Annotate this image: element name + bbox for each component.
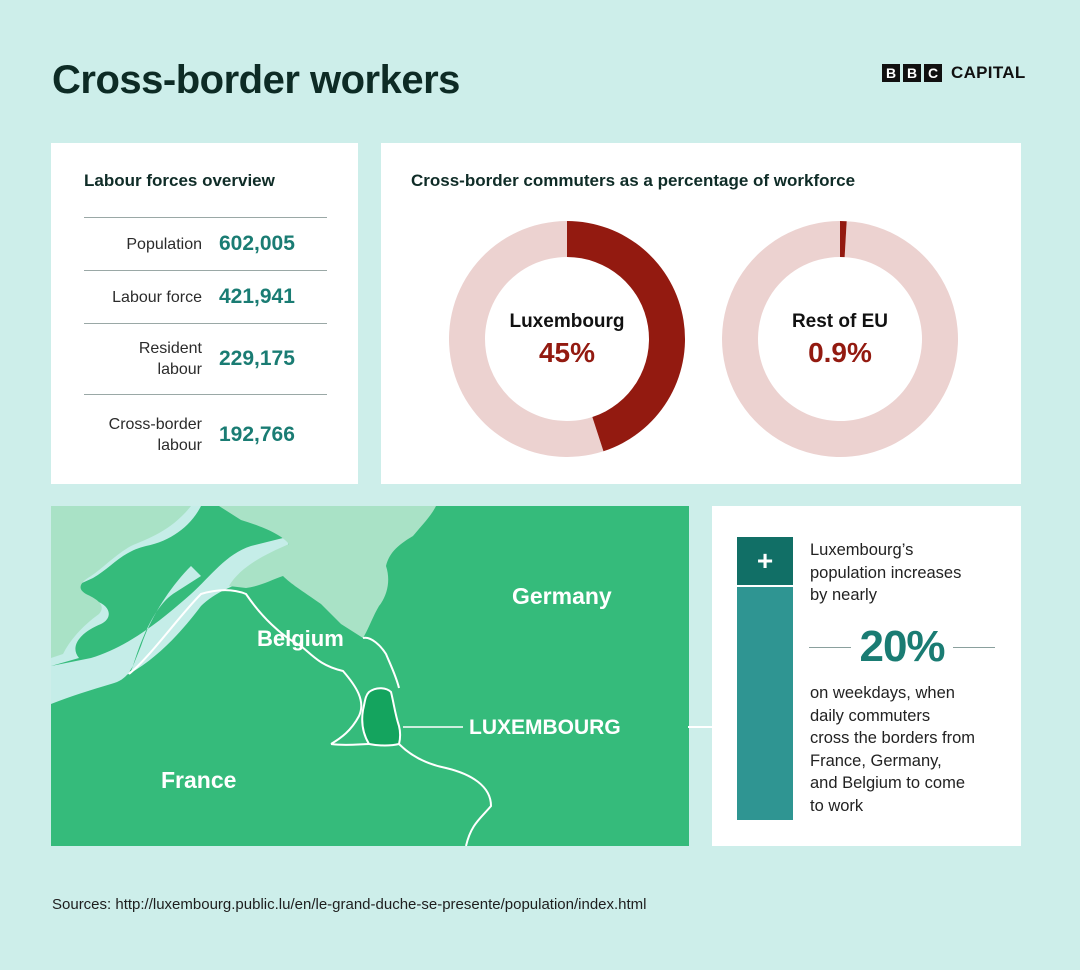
fact-intro	[810, 539, 961, 607]
brand-letter-b2: B	[903, 64, 921, 82]
overview-row-resident-labour	[84, 323, 327, 394]
map-panel	[51, 506, 689, 846]
region-map	[51, 506, 689, 846]
fact-intro-line: population increases	[810, 563, 962, 582]
donut-value-label: 45%	[538, 337, 596, 368]
commuters-chart-panel	[381, 143, 1021, 484]
fact-outro-line: to work	[810, 796, 864, 815]
overview-row-labour-force	[84, 270, 327, 323]
map-connector-line	[688, 726, 712, 728]
sources-note: Sources: http://luxembourg.public.lu/en/le-grand-duche-se-presente/population/index.html	[52, 896, 647, 913]
donut-charts	[381, 143, 1021, 484]
donut-value-label: 0.9%	[808, 337, 872, 368]
fact-number: 20%	[859, 622, 945, 671]
donut-series-name: Luxembourg	[509, 311, 625, 332]
overview-heading: Labour forces overview	[84, 171, 275, 190]
fact-rule-left	[809, 647, 851, 648]
overview-row-value: 421,941	[219, 285, 295, 308]
fact-rule-right	[953, 647, 995, 648]
fact-outro-line: on weekdays, when	[810, 684, 955, 702]
population-fact-panel	[712, 506, 1021, 846]
plus-icon: +	[737, 537, 793, 585]
overview-row-label: Cross-border labour	[108, 416, 202, 454]
bbc-capital-logo	[882, 63, 1026, 83]
overview-row-population	[84, 217, 327, 270]
donut-luxembourg	[449, 221, 685, 457]
brand-word: CAPITAL	[951, 63, 1026, 82]
overview-row-cross-border-labour	[84, 394, 327, 475]
fact-outro-line: cross the borders from	[810, 729, 976, 747]
label-france: France	[161, 767, 237, 793]
label-germany: Germany	[512, 583, 612, 609]
label-luxembourg: LUXEMBOURG	[469, 716, 621, 739]
overview-row-label: Labour force	[112, 288, 202, 306]
overview-row-label: Resident labour	[138, 340, 202, 378]
fact-outro-line: daily commuters	[810, 706, 931, 725]
fact-outro	[810, 682, 975, 817]
overview-row-value: 192,766	[219, 423, 295, 446]
label-belgium: Belgium	[257, 626, 344, 651]
chart-title: Cross-border commuters as a percentage of workforce	[411, 171, 856, 190]
donut-rest-of-eu	[722, 221, 958, 457]
fact-outro-line: France, Germany,	[810, 751, 942, 770]
page-title: Cross-border workers	[52, 58, 460, 102]
labour-overview-panel	[51, 143, 358, 484]
brand-letter-b1: B	[882, 64, 900, 82]
fact-number-row	[809, 621, 995, 673]
overview-row-label: Population	[126, 235, 202, 253]
fact-accent-bar	[737, 587, 793, 820]
fact-intro-line: by nearly	[810, 586, 877, 604]
donut-series-name: Rest of EU	[791, 311, 889, 332]
fact-intro-line: Luxembourg’s	[810, 541, 914, 559]
fact-outro-line: and Belgium to come	[810, 774, 966, 792]
brand-letter-c: C	[924, 64, 942, 82]
overview-row-value: 229,175	[219, 347, 295, 370]
overview-row-value: 602,005	[219, 232, 295, 255]
